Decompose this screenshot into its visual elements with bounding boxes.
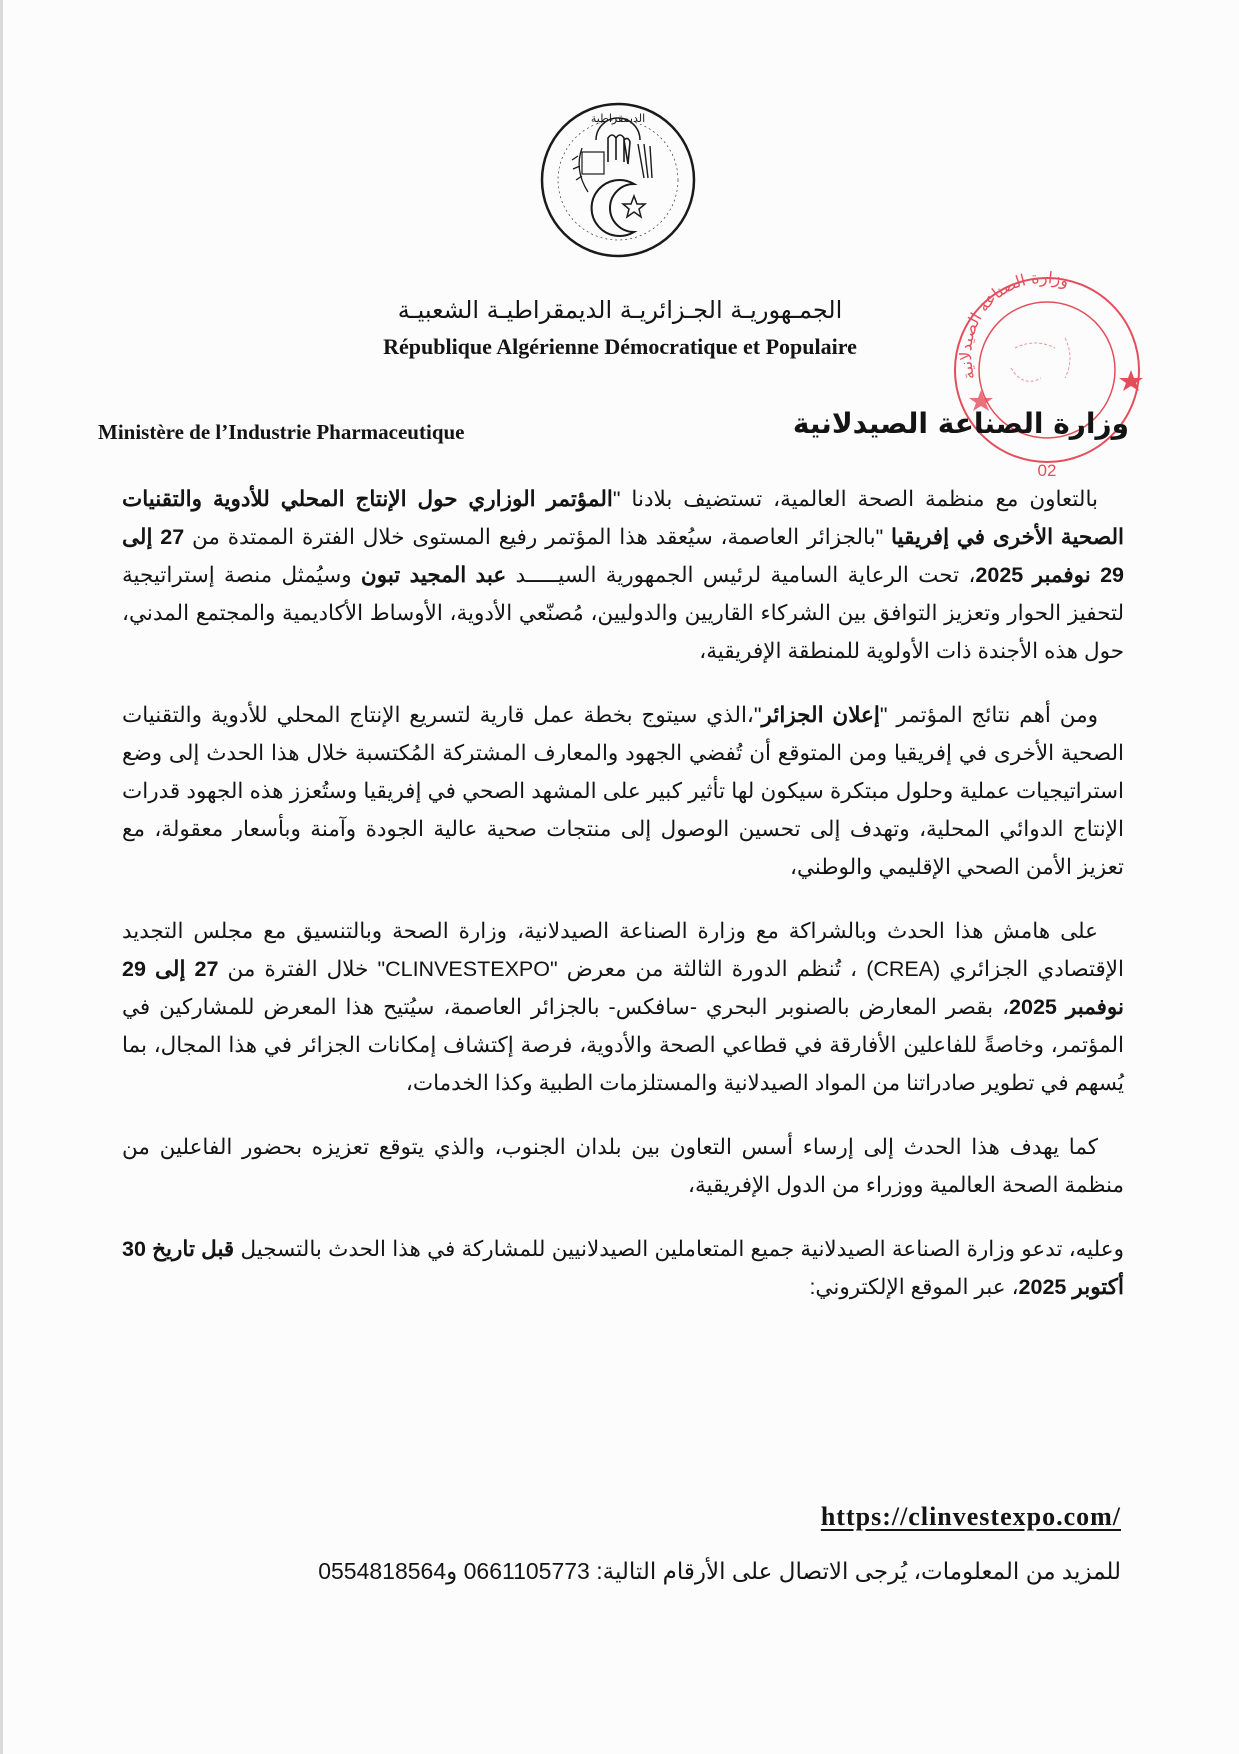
website-line bbox=[821, 1502, 1121, 1532]
phone-number-1[interactable]: 0661105773 bbox=[463, 1558, 590, 1584]
svg-text:02: 02 bbox=[1037, 461, 1057, 480]
crea-acronym: (CREA) bbox=[866, 957, 941, 981]
contact-info: للمزيد من المعلومات، يُرجى الاتصال على الأرقام التالية: 0661105773 و0554818564 bbox=[318, 1558, 1121, 1584]
scan-edge bbox=[0, 0, 3, 1754]
expo-dates: 27 إلى 29 نوفمبر 2025 bbox=[122, 957, 1124, 1019]
paragraph-invitation: وعليه، تدعو وزارة الصناعة الصيدلانية جميع المتعاملين الصيدلانيين للمشاركة في هذا الحدث بالتسجيل قبل تاريخ 30 أكتوبر 2025، عبر الموقع الإلكتروني: bbox=[122, 1237, 1124, 1299]
contact-label: للمزيد من المعلومات، يُرجى الاتصال على الأرقام التالية: bbox=[589, 1558, 1121, 1584]
letter-body bbox=[122, 480, 1124, 1332]
registration-deadline: قبل تاريخ 30 أكتوبر 2025 bbox=[122, 1237, 1124, 1299]
ministry-stamp bbox=[935, 268, 1145, 490]
paragraph-conference: بالتعاون مع منظمة الصحة العالمية، تستضيف بلادنا "المؤتمر الوزاري حول الإنتاج المحلي للأدوية والتقنيات الصحية الأخرى في إفريقيا "بالجزائر العاصمة، سيُعقد هذا المؤتمر رفيع المستوى خلال الفترة الممتدة من 27 إلى 29 نوفمبر 2025، تحت الرعاية السامية لرئيس الجمهورية السيـــــد عبد المجيد تبون وسيُمثل منصة إستراتيجية لتحفيز الحوار وتعزيز التوافق بين الشركاء القاريين والدوليين، مُصنّعي الأدوية، الأوساط الأكاديمية والمجتمع المدني، حول هذه الأجندة ذات الأولوية للمنطقة الإفريقية، bbox=[122, 487, 1124, 663]
svg-text:الديمقراطية: الديمقراطية bbox=[590, 112, 646, 125]
conference-name: المؤتمر الوزاري حول الإنتاج المحلي للأدوية والتقنيات الصحية الأخرى في إفريقيا bbox=[122, 487, 1124, 549]
algeria-state-emblem-icon bbox=[538, 100, 698, 260]
algiers-declaration: إعلان الجزائر bbox=[761, 703, 880, 727]
paragraph-south-cooperation: كما يهدف هذا الحدث إلى إرساء أسس التعاون بين بلدان الجنوب، والذي يتوقع تعزيزه بحضور الفاعلين من منظمة الصحة العالمية ووزراء من الدول الإفريقية، bbox=[122, 1135, 1124, 1197]
paragraph-expo: على هامش هذا الحدث وبالشراكة مع وزارة الصناعة الصيدلانية، وزارة الصحة وبالتنسيق مع مجلس التجديد الإقتصادي الجزائري (CREA) ، تُنظم الدورة الثالثة من معرض "CLINVESTEXPO" خلال الفترة من 27 إلى 29 نوفمبر 2025، بقصر المعارض بالصنوبر البحري -سافكس- بالجزائر العاصمة، سيُتيح هذا المعرض للمشاركين في المؤتمر، وخاصةً للفاعلين الأفارقة في قطاعي الصحة والأدوية، فرصة إكتشاف إمكانات الجزائر في هذا المجال، بما يُسهم في تطوير صادراتنا من المواد الصيدلانية والمستلزمات الطبية وكذا الخدمات، bbox=[122, 919, 1124, 1095]
republic-title-arabic: الجمـهوريـة الجـزائريـة الديمقراطيـة الشعبيـة bbox=[397, 296, 843, 324]
website-link[interactable]: https://clinvestexpo.com/ bbox=[820, 1502, 1121, 1531]
ministry-name-arabic: وزارة الصناعة الصيدلانية bbox=[792, 407, 1129, 440]
expo-name: "CLINVESTEXPO" bbox=[377, 957, 558, 981]
ministry-name-french: Ministère de l’Industrie Pharmaceutique bbox=[98, 420, 465, 444]
paragraph-declaration: ومن أهم نتائج المؤتمر "إعلان الجزائر"،الذي سيتوج بخطة عمل قارية لتسريع الإنتاج المحلي للأدوية والتقنيات الصحية الأخرى في إفريقيا ومن المتوقع أن تُفضي الجهود والمعارف المشتركة المُكتسبة خلال هذا الحدث إلى وضع استراتيجيات عملية وحلول مبتكرة سيكون لها تأثير كبير على المشهد الصحي في إفريقيا وستُعزز هذه الجهود قدرات الإنتاج الدوائي المحلية، وتهدف إلى تحسين الوصول إلى منتجات صحية عالية الجودة وآمنة وبأسعار معقولة، مع تعزيز الأمن الصحي الإقليمي والوطني، bbox=[122, 703, 1124, 879]
president-name: عبد المجيد تبون bbox=[360, 563, 507, 587]
conference-dates: 27 إلى 29 نوفمبر 2025 bbox=[122, 525, 1124, 587]
svg-text:وزارة الصناعة الصيدلانية: وزارة الصناعة الصيدلانية bbox=[956, 268, 1072, 383]
phone-number-2[interactable]: 0554818564 bbox=[318, 1558, 447, 1584]
republic-title-french: République Algérienne Démocratique et Populaire bbox=[383, 334, 857, 359]
